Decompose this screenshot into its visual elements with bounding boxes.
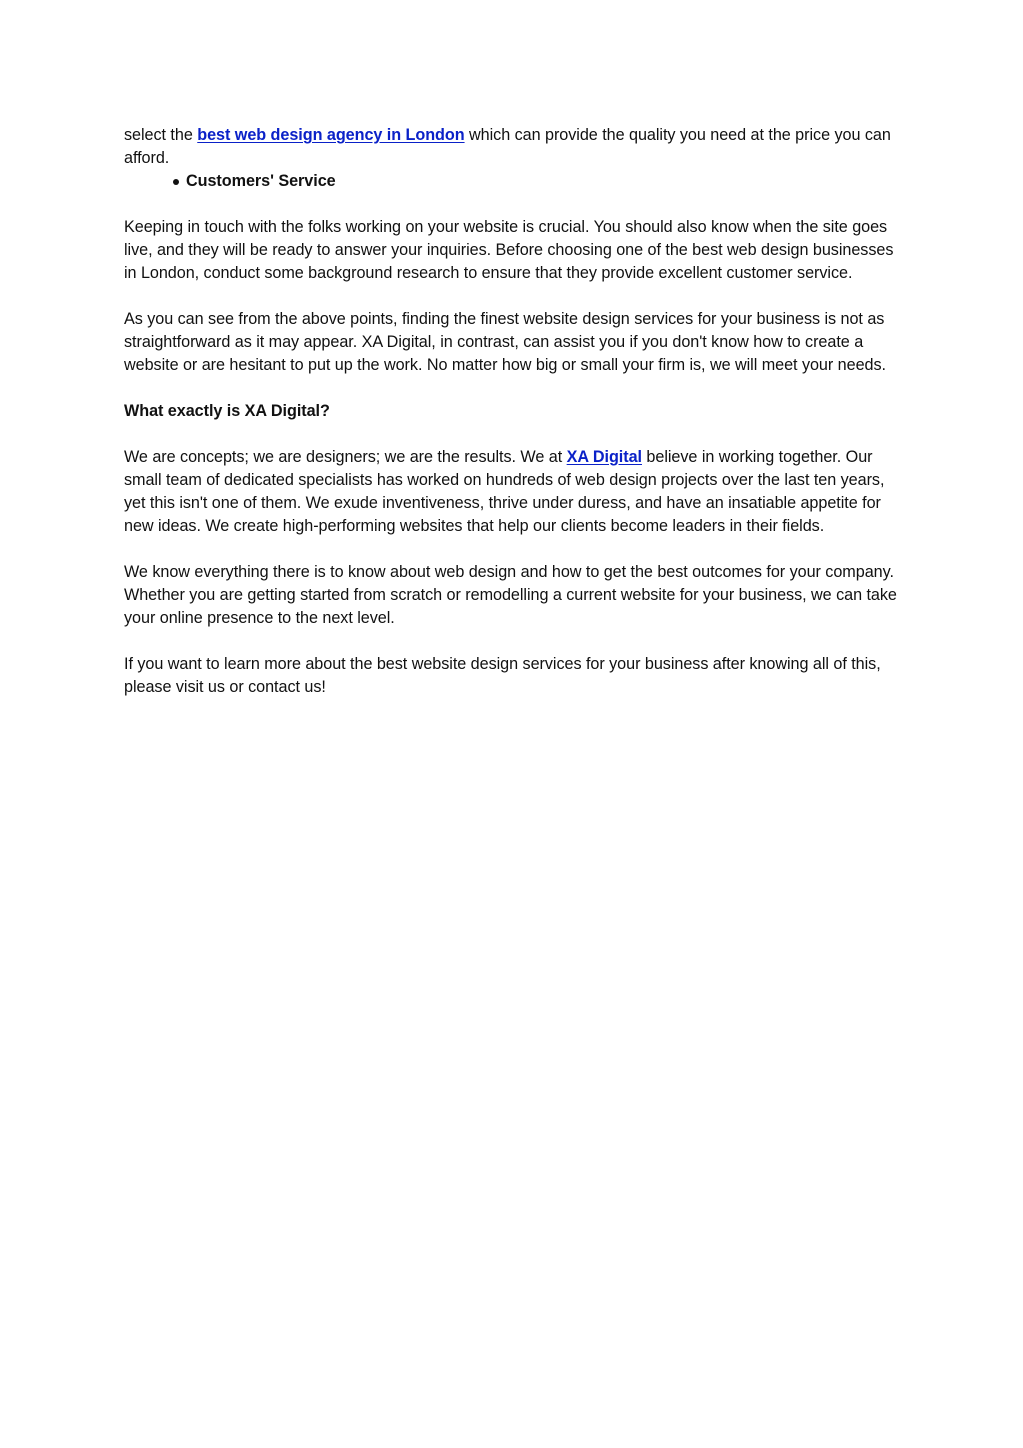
paragraph-spacer <box>124 285 904 308</box>
customer-service-paragraph: Keeping in touch with the folks working on your website is crucial. You should also know when the site goes live, and they will be ready to answer your inquiries. Before choosing one of the best web design businesses in London, conduct some background research to ensure that they provide excellent customer service. <box>124 218 894 282</box>
xa-digital-link[interactable]: XA Digital <box>566 448 642 466</box>
paragraph-spacer <box>124 630 904 653</box>
paragraph-spacer <box>124 377 904 400</box>
bullet-list-item <box>124 170 904 193</box>
intro-paragraph <box>124 124 904 170</box>
expertise-paragraph: We know everything there is to know about web design and how to get the best outcomes for your company. Whether you are getting started from scratch or remodelling a current website for your business, we can take your online presence to the next level. <box>124 563 897 627</box>
bullet-item-label: Customers' Service <box>186 172 336 190</box>
best-web-design-agency-link[interactable]: best web design agency in London <box>197 126 465 144</box>
intro-text-before-link: select the <box>124 126 198 144</box>
about-text-before-link: We are concepts; we are designers; we are the results. We at <box>124 448 567 466</box>
paragraph-spacer <box>124 538 904 561</box>
about-paragraph <box>124 446 904 538</box>
about-text-after-link: believe in working together. Our small team of dedicated specialists has worked on hundreds of web design projects over the last ten years, yet this isn't one of them. We exude inventiveness, thrive under duress, and have an insatiable appetite for new ideas. We create high-performing websites that help our clients become leaders in their fields. <box>124 448 885 535</box>
bullet-dot-icon <box>173 179 179 185</box>
closing-paragraph: If you want to learn more about the best website design services for your business after knowing all of this, please visit us or contact us! <box>124 655 881 696</box>
summary-paragraph: As you can see from the above points, finding the finest website design services for your business is not as straightforward as it may appear. XA Digital, in contrast, can assist you if you don't know how to create a website or are hesitant to put up the work. No matter how big or small your firm is, we will meet your needs. <box>124 310 886 374</box>
paragraph-spacer <box>124 193 904 216</box>
intro-text-after-link: which can provide the quality you need at the price you can afford. <box>124 126 891 167</box>
paragraph-spacer <box>124 423 904 446</box>
section-heading: What exactly is XA Digital? <box>124 402 330 420</box>
document-body <box>124 124 904 699</box>
